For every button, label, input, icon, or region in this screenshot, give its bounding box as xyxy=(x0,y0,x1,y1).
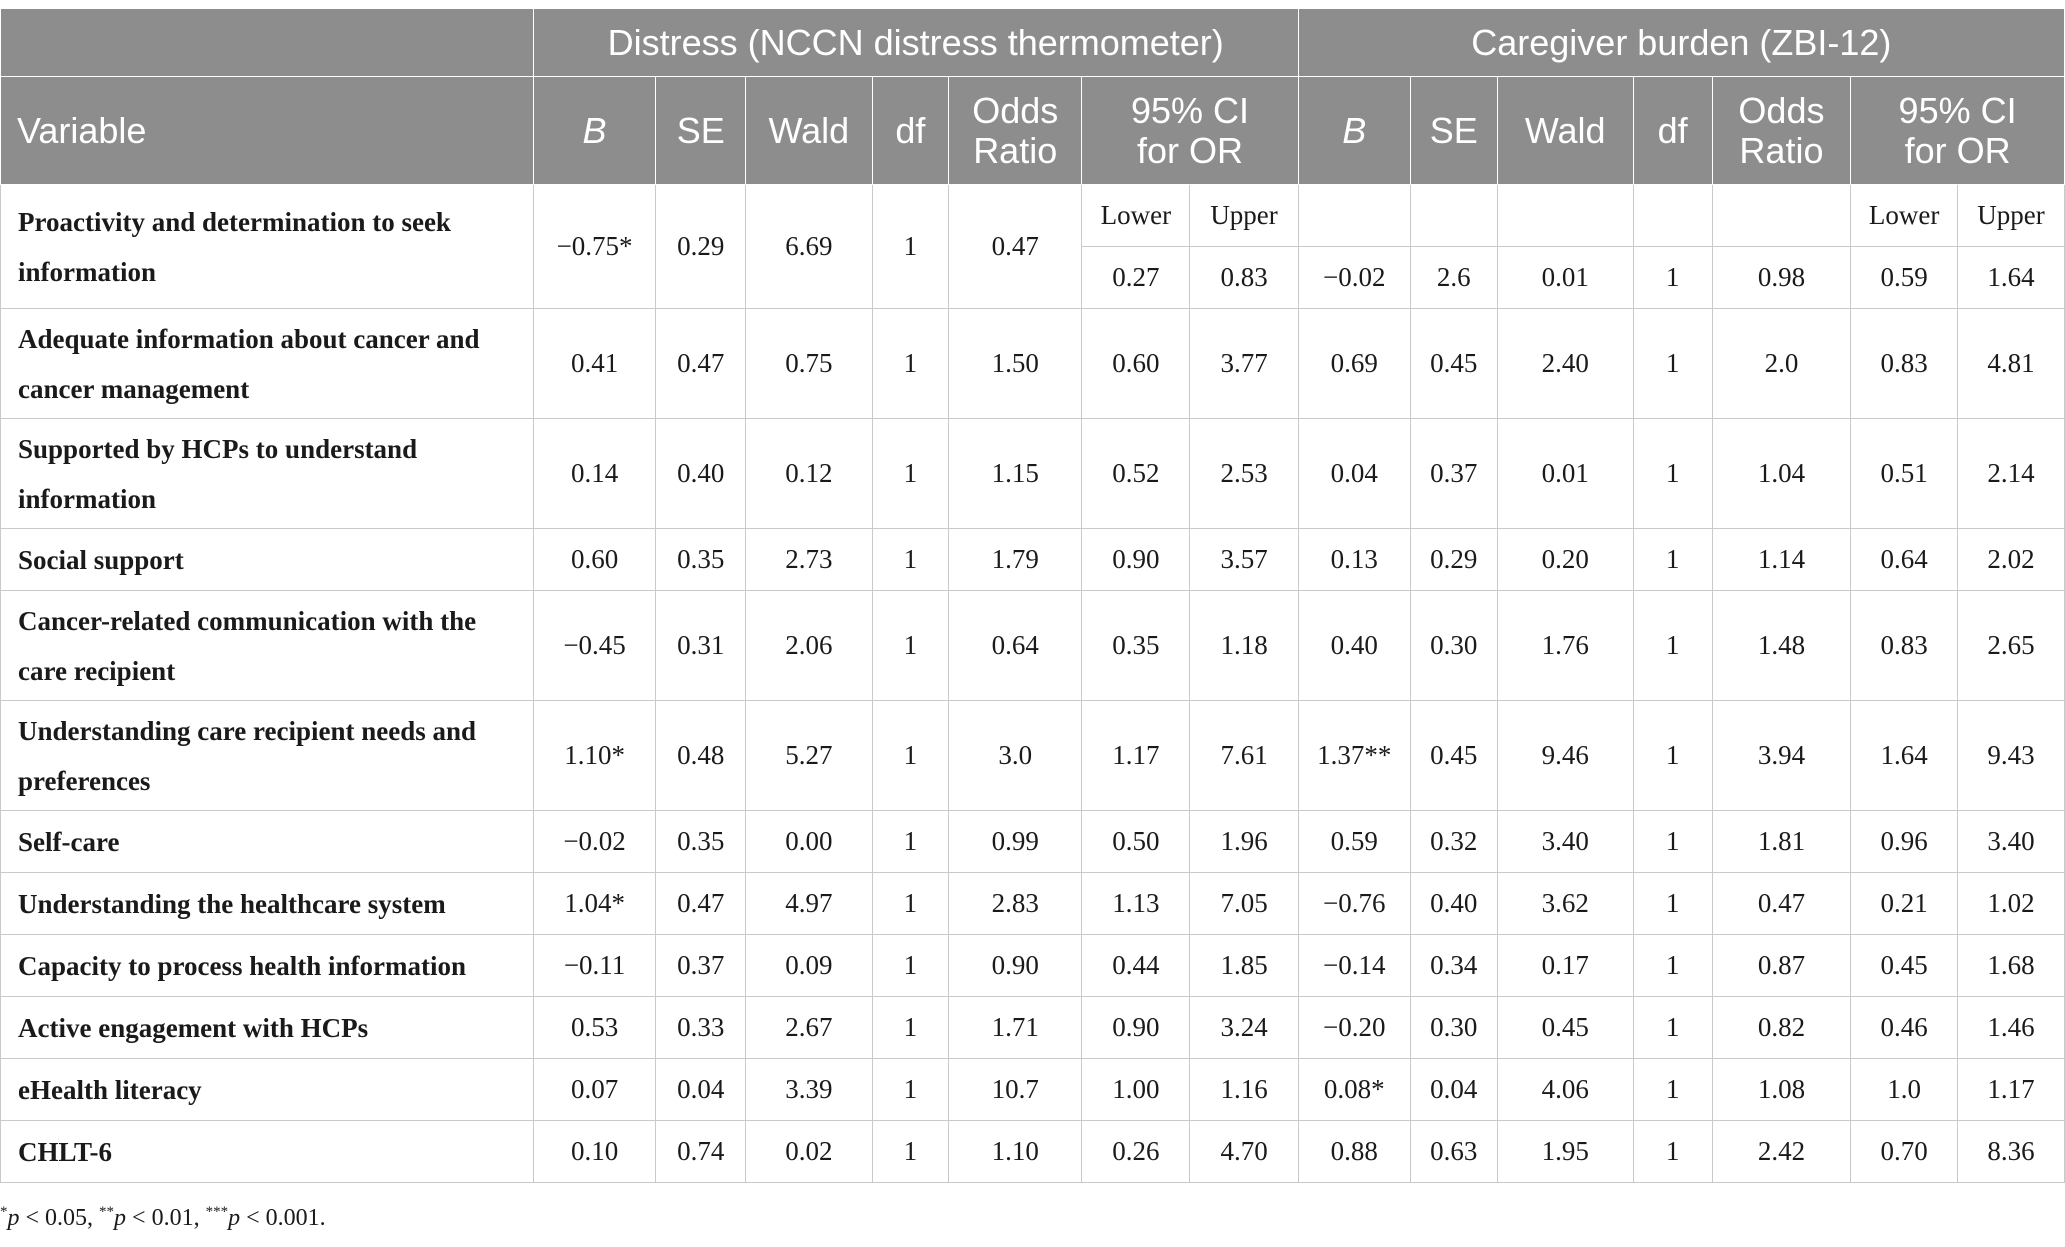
cell-wald-burden: 4.06 xyxy=(1497,1059,1633,1121)
cell-se-distress: 0.48 xyxy=(656,701,746,811)
cell-se-burden: 0.30 xyxy=(1410,997,1497,1059)
cell-se-burden: 0.30 xyxy=(1410,591,1497,701)
cell-se-burden: 0.40 xyxy=(1410,873,1497,935)
cell-ci-upper-distress: 1.18 xyxy=(1190,591,1298,701)
cell-ci-upper-burden: 1.64 xyxy=(1957,247,2064,309)
empty-cell xyxy=(1712,185,1850,247)
cell-or-distress: 1.71 xyxy=(949,997,1082,1059)
cell-df-distress: 1 xyxy=(872,419,948,529)
cell-ci-upper-distress: 7.61 xyxy=(1190,701,1298,811)
cell-ci-lower-distress: 1.13 xyxy=(1082,873,1190,935)
cell-wald-distress: 3.39 xyxy=(746,1059,873,1121)
cell-df-distress: 1 xyxy=(872,997,948,1059)
cell-wald-burden: 9.46 xyxy=(1497,701,1633,811)
cell-or-burden: 1.04 xyxy=(1712,419,1850,529)
cell-se-distress: 0.74 xyxy=(656,1121,746,1183)
column-header-row xyxy=(1,77,2065,185)
cell-wald-distress: 5.27 xyxy=(746,701,873,811)
table-row xyxy=(1,1059,2065,1121)
col-header-b-burden: B xyxy=(1298,77,1410,185)
cell-se-burden: 0.63 xyxy=(1410,1121,1497,1183)
row-label: Active engagement with HCPs xyxy=(1,997,534,1059)
cell-wald-distress: 0.09 xyxy=(746,935,873,997)
cell-b-burden: 1.37** xyxy=(1298,701,1410,811)
cell-b-distress: 0.07 xyxy=(533,1059,656,1121)
row-label: Social support xyxy=(1,529,534,591)
cell-wald-distress: 2.06 xyxy=(746,591,873,701)
group-header-row xyxy=(1,9,2065,77)
cell-ci-upper-burden: 8.36 xyxy=(1957,1121,2064,1183)
cell-ci-upper-distress: 2.53 xyxy=(1190,419,1298,529)
cell-se-distress: 0.33 xyxy=(656,997,746,1059)
cell-se-burden: 0.45 xyxy=(1410,701,1497,811)
cell-df-distress: 1 xyxy=(872,185,948,309)
row-label: Proactivity and determination to seek information xyxy=(1,185,534,309)
cell-df-burden: 1 xyxy=(1633,997,1712,1059)
cell-ci-lower-distress: 0.60 xyxy=(1082,309,1190,419)
table-row xyxy=(1,591,2065,701)
cell-b-burden: 0.13 xyxy=(1298,529,1410,591)
col-header-df-distress: df xyxy=(872,77,948,185)
cell-wald-distress: 0.12 xyxy=(746,419,873,529)
cell-se-distress: 0.04 xyxy=(656,1059,746,1121)
cell-ci-lower-burden: 0.96 xyxy=(1851,811,1958,873)
cell-wald-burden: 1.95 xyxy=(1497,1121,1633,1183)
cell-wald-burden: 3.62 xyxy=(1497,873,1633,935)
cell-df-distress: 1 xyxy=(872,811,948,873)
cell-wald-distress: 2.67 xyxy=(746,997,873,1059)
cell-df-burden: 1 xyxy=(1633,701,1712,811)
col-header-or-burden: Odds Ratio xyxy=(1712,77,1850,185)
cell-ci-lower-burden: 0.64 xyxy=(1851,529,1958,591)
cell-se-burden: 0.45 xyxy=(1410,309,1497,419)
cell-wald-distress: 0.02 xyxy=(746,1121,873,1183)
row-label: Understanding care recipient needs and preferences xyxy=(1,701,534,811)
cell-wald-burden: 0.01 xyxy=(1497,247,1633,309)
cell-ci-lower-distress: 0.26 xyxy=(1082,1121,1190,1183)
table-row xyxy=(1,529,2065,591)
cell-se-burden: 0.37 xyxy=(1410,419,1497,529)
regression-table xyxy=(0,8,2065,1183)
cell-b-distress: 1.04* xyxy=(533,873,656,935)
cell-df-burden: 1 xyxy=(1633,529,1712,591)
cell-wald-burden: 3.40 xyxy=(1497,811,1633,873)
row-label: Cancer-related communication with the care recipient xyxy=(1,591,534,701)
cell-se-burden: 0.04 xyxy=(1410,1059,1497,1121)
cell-ci-upper-distress: 3.77 xyxy=(1190,309,1298,419)
cell-b-burden: 0.88 xyxy=(1298,1121,1410,1183)
cell-se-distress: 0.47 xyxy=(656,873,746,935)
cell-wald-burden: 0.17 xyxy=(1497,935,1633,997)
col-header-df-burden: df xyxy=(1633,77,1712,185)
cell-or-distress: 0.47 xyxy=(949,185,1082,309)
cell-df-distress: 1 xyxy=(872,873,948,935)
cell-se-distress: 0.35 xyxy=(656,811,746,873)
cell-wald-distress: 0.75 xyxy=(746,309,873,419)
cell-df-distress: 1 xyxy=(872,701,948,811)
cell-ci-lower-distress: 1.00 xyxy=(1082,1059,1190,1121)
cell-or-burden: 1.08 xyxy=(1712,1059,1850,1121)
table-row xyxy=(1,997,2065,1059)
cell-se-distress: 0.35 xyxy=(656,529,746,591)
cell-b-burden: 0.08* xyxy=(1298,1059,1410,1121)
row-label: Adequate information about cancer and cancer management xyxy=(1,309,534,419)
cell-b-distress: −0.02 xyxy=(533,811,656,873)
cell-or-burden: 2.42 xyxy=(1712,1121,1850,1183)
cell-b-burden: 0.40 xyxy=(1298,591,1410,701)
row-label: Supported by HCPs to understand information xyxy=(1,419,534,529)
cell-ci-upper-burden: 2.02 xyxy=(1957,529,2064,591)
cell-or-burden: 0.47 xyxy=(1712,873,1850,935)
cell-b-distress: 0.41 xyxy=(533,309,656,419)
cell-or-distress: 0.64 xyxy=(949,591,1082,701)
cell-ci-lower-distress: 0.52 xyxy=(1082,419,1190,529)
table-row xyxy=(1,935,2065,997)
row-label: Understanding the healthcare system xyxy=(1,873,534,935)
cell-se-distress: 0.40 xyxy=(656,419,746,529)
cell-b-distress: −0.45 xyxy=(533,591,656,701)
cell-ci-upper-distress: 3.24 xyxy=(1190,997,1298,1059)
table-row xyxy=(1,1121,2065,1183)
cell-df-burden: 1 xyxy=(1633,935,1712,997)
ci-upper-label-burden: Upper xyxy=(1957,185,2064,247)
cell-ci-upper-burden: 1.46 xyxy=(1957,997,2064,1059)
cell-or-burden: 1.81 xyxy=(1712,811,1850,873)
cell-ci-lower-distress: 0.90 xyxy=(1082,529,1190,591)
cell-ci-upper-distress: 7.05 xyxy=(1190,873,1298,935)
row-label: Self-care xyxy=(1,811,534,873)
cell-wald-distress: 2.73 xyxy=(746,529,873,591)
cell-wald-burden: 2.40 xyxy=(1497,309,1633,419)
cell-ci-upper-burden: 2.14 xyxy=(1957,419,2064,529)
cell-ci-upper-burden: 2.65 xyxy=(1957,591,2064,701)
row-label: eHealth literacy xyxy=(1,1059,534,1121)
col-header-se-distress: SE xyxy=(656,77,746,185)
cell-df-burden: 1 xyxy=(1633,591,1712,701)
cell-or-burden: 1.48 xyxy=(1712,591,1850,701)
cell-or-burden: 0.82 xyxy=(1712,997,1850,1059)
cell-df-distress: 1 xyxy=(872,309,948,419)
col-header-ci-burden: 95% CI for OR xyxy=(1851,77,2065,185)
cell-b-burden: −0.14 xyxy=(1298,935,1410,997)
cell-ci-upper-burden: 4.81 xyxy=(1957,309,2064,419)
cell-se-distress: 0.37 xyxy=(656,935,746,997)
col-header-wald-burden: Wald xyxy=(1497,77,1633,185)
cell-ci-upper-distress: 3.57 xyxy=(1190,529,1298,591)
cell-df-burden: 1 xyxy=(1633,1059,1712,1121)
cell-b-distress: 1.10* xyxy=(533,701,656,811)
cell-b-distress: 0.14 xyxy=(533,419,656,529)
empty-cell xyxy=(1633,185,1712,247)
empty-cell xyxy=(1410,185,1497,247)
cell-ci-lower-burden: 0.45 xyxy=(1851,935,1958,997)
table-row xyxy=(1,419,2065,529)
cell-df-burden: 1 xyxy=(1633,247,1712,309)
cell-df-distress: 1 xyxy=(872,1059,948,1121)
cell-wald-distress: 6.69 xyxy=(746,185,873,309)
col-header-se-burden: SE xyxy=(1410,77,1497,185)
cell-ci-upper-distress: 1.85 xyxy=(1190,935,1298,997)
col-header-wald-distress: Wald xyxy=(746,77,873,185)
cell-df-distress: 1 xyxy=(872,529,948,591)
cell-df-burden: 1 xyxy=(1633,811,1712,873)
cell-ci-lower-distress: 0.44 xyxy=(1082,935,1190,997)
col-header-or-distress: Odds Ratio xyxy=(949,77,1082,185)
cell-or-distress: 1.79 xyxy=(949,529,1082,591)
cell-wald-burden: 0.01 xyxy=(1497,419,1633,529)
cell-ci-lower-distress: 0.35 xyxy=(1082,591,1190,701)
cell-or-distress: 1.10 xyxy=(949,1121,1082,1183)
cell-ci-upper-distress: 4.70 xyxy=(1190,1121,1298,1183)
cell-ci-lower-burden: 0.51 xyxy=(1851,419,1958,529)
cell-ci-lower-distress: 0.27 xyxy=(1082,247,1190,309)
cell-ci-upper-distress: 1.96 xyxy=(1190,811,1298,873)
cell-b-distress: 0.60 xyxy=(533,529,656,591)
group-header-burden: Caregiver burden (ZBI-12) xyxy=(1298,9,2064,77)
cell-df-distress: 1 xyxy=(872,591,948,701)
cell-b-distress: 0.53 xyxy=(533,997,656,1059)
ci-upper-label-distress: Upper xyxy=(1190,185,1298,247)
cell-ci-lower-burden: 0.83 xyxy=(1851,591,1958,701)
cell-df-burden: 1 xyxy=(1633,873,1712,935)
cell-se-distress: 0.47 xyxy=(656,309,746,419)
cell-se-burden: 0.32 xyxy=(1410,811,1497,873)
empty-cell xyxy=(1298,185,1410,247)
table-row xyxy=(1,811,2065,873)
cell-or-distress: 10.7 xyxy=(949,1059,1082,1121)
row-label: CHLT-6 xyxy=(1,1121,534,1183)
cell-b-burden: 0.59 xyxy=(1298,811,1410,873)
cell-ci-upper-distress: 0.83 xyxy=(1190,247,1298,309)
cell-or-burden: 0.87 xyxy=(1712,935,1850,997)
cell-ci-upper-burden: 3.40 xyxy=(1957,811,2064,873)
cell-df-burden: 1 xyxy=(1633,419,1712,529)
group-header-distress: Distress (NCCN distress thermometer) xyxy=(533,9,1298,77)
cell-df-burden: 1 xyxy=(1633,1121,1712,1183)
cell-or-burden: 1.14 xyxy=(1712,529,1850,591)
group-header-blank xyxy=(1,9,534,77)
cell-b-distress: 0.10 xyxy=(533,1121,656,1183)
cell-df-distress: 1 xyxy=(872,935,948,997)
ci-lower-label-burden: Lower xyxy=(1851,185,1958,247)
cell-or-distress: 1.50 xyxy=(949,309,1082,419)
cell-se-burden: 0.29 xyxy=(1410,529,1497,591)
cell-ci-lower-burden: 0.21 xyxy=(1851,873,1958,935)
cell-or-distress: 0.90 xyxy=(949,935,1082,997)
cell-ci-upper-burden: 9.43 xyxy=(1957,701,2064,811)
cell-b-burden: −0.02 xyxy=(1298,247,1410,309)
cell-or-burden: 0.98 xyxy=(1712,247,1850,309)
cell-b-distress: −0.11 xyxy=(533,935,656,997)
cell-or-burden: 3.94 xyxy=(1712,701,1850,811)
cell-ci-upper-burden: 1.17 xyxy=(1957,1059,2064,1121)
cell-ci-lower-burden: 0.46 xyxy=(1851,997,1958,1059)
cell-or-burden: 2.0 xyxy=(1712,309,1850,419)
cell-ci-upper-burden: 1.68 xyxy=(1957,935,2064,997)
table-row xyxy=(1,701,2065,811)
cell-wald-burden: 0.45 xyxy=(1497,997,1633,1059)
empty-cell xyxy=(1497,185,1633,247)
cell-ci-upper-burden: 1.02 xyxy=(1957,873,2064,935)
cell-se-burden: 2.6 xyxy=(1410,247,1497,309)
cell-or-distress: 3.0 xyxy=(949,701,1082,811)
col-header-b-distress: B xyxy=(533,77,656,185)
cell-wald-burden: 1.76 xyxy=(1497,591,1633,701)
ci-lower-label-distress: Lower xyxy=(1082,185,1190,247)
cell-ci-lower-burden: 0.59 xyxy=(1851,247,1958,309)
cell-ci-lower-burden: 1.0 xyxy=(1851,1059,1958,1121)
table-row xyxy=(1,309,2065,419)
col-header-ci-distress: 95% CI for OR xyxy=(1082,77,1298,185)
cell-se-distress: 0.29 xyxy=(656,185,746,309)
cell-b-burden: −0.20 xyxy=(1298,997,1410,1059)
cell-ci-lower-burden: 0.83 xyxy=(1851,309,1958,419)
cell-ci-lower-distress: 1.17 xyxy=(1082,701,1190,811)
cell-ci-lower-distress: 0.90 xyxy=(1082,997,1190,1059)
col-header-variable: Variable xyxy=(1,77,534,185)
cell-ci-lower-burden: 1.64 xyxy=(1851,701,1958,811)
cell-or-distress: 2.83 xyxy=(949,873,1082,935)
cell-b-burden: −0.76 xyxy=(1298,873,1410,935)
cell-se-distress: 0.31 xyxy=(656,591,746,701)
row-label: Capacity to process health information xyxy=(1,935,534,997)
table-row xyxy=(1,873,2065,935)
cell-ci-lower-distress: 0.50 xyxy=(1082,811,1190,873)
cell-b-burden: 0.04 xyxy=(1298,419,1410,529)
cell-ci-upper-distress: 1.16 xyxy=(1190,1059,1298,1121)
cell-se-burden: 0.34 xyxy=(1410,935,1497,997)
cell-wald-burden: 0.20 xyxy=(1497,529,1633,591)
table-row xyxy=(1,185,2065,247)
cell-or-distress: 0.99 xyxy=(949,811,1082,873)
cell-df-distress: 1 xyxy=(872,1121,948,1183)
footnote: *p < 0.05, **p < 0.01, ***p < 0.001. xyxy=(0,1204,326,1231)
cell-b-distress: −0.75* xyxy=(533,185,656,309)
cell-ci-lower-burden: 0.70 xyxy=(1851,1121,1958,1183)
cell-b-burden: 0.69 xyxy=(1298,309,1410,419)
cell-or-distress: 1.15 xyxy=(949,419,1082,529)
cell-wald-distress: 0.00 xyxy=(746,811,873,873)
cell-wald-distress: 4.97 xyxy=(746,873,873,935)
cell-df-burden: 1 xyxy=(1633,309,1712,419)
